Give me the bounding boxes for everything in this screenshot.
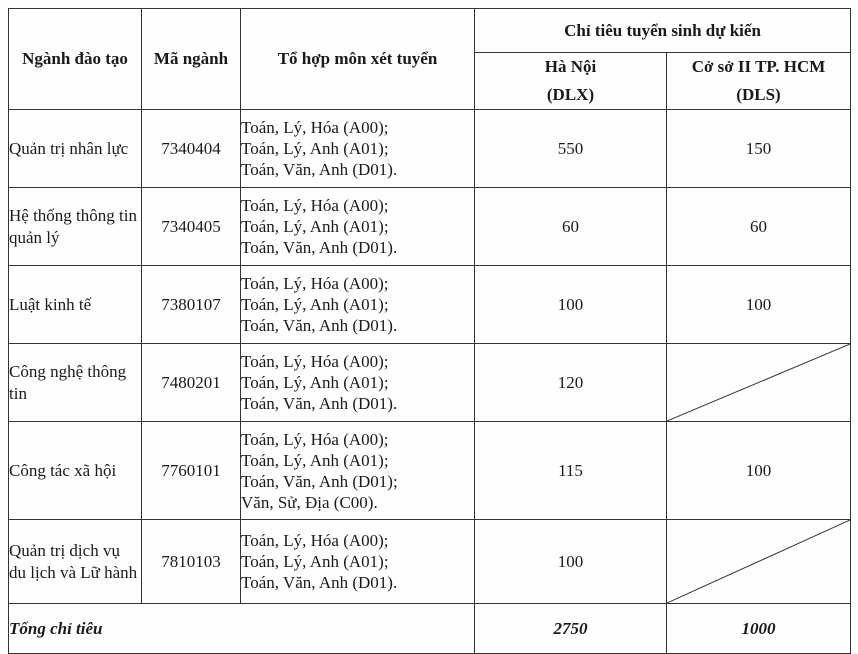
subject-combos: Toán, Lý, Hóa (A00); Toán, Lý, Anh (A01); Toán, Văn, Anh (D01). xyxy=(241,110,475,188)
header-campus-hanoi: Hà Nội (DLX) xyxy=(475,53,667,110)
major-name: Công tác xã hội xyxy=(9,422,142,520)
major-name: Công nghệ thông tin xyxy=(9,344,142,422)
major-name: Hệ thống thông tin quản lý xyxy=(9,188,142,266)
subject-combos: Toán, Lý, Hóa (A00); Toán, Lý, Anh (A01); Toán, Văn, Anh (D01). xyxy=(241,188,475,266)
table-row xyxy=(9,110,851,188)
header-quota-group: Chỉ tiêu tuyển sinh dự kiến xyxy=(475,9,851,53)
header-code: Mã ngành xyxy=(142,9,241,110)
quota-hcm: 100 xyxy=(667,422,851,520)
diagonal-strike xyxy=(667,520,850,603)
header-combos: Tổ hợp môn xét tuyển xyxy=(241,9,475,110)
quota-hanoi: 100 xyxy=(475,520,667,604)
major-code: 7810103 xyxy=(142,520,241,604)
table-row xyxy=(9,520,851,604)
header-campus-hcm: Cở sở II TP. HCM (DLS) xyxy=(667,53,851,110)
major-code: 7480201 xyxy=(142,344,241,422)
total-row xyxy=(9,604,851,654)
quota-hanoi: 120 xyxy=(475,344,667,422)
total-hanoi: 2750 xyxy=(475,604,667,654)
quota-hcm-not-applicable xyxy=(667,520,851,604)
quota-hanoi: 115 xyxy=(475,422,667,520)
major-name: Quản trị dịch vụ du lịch và Lữ hành xyxy=(9,520,142,604)
table-row xyxy=(9,344,851,422)
total-label: Tổng chỉ tiêu xyxy=(9,604,475,654)
quota-hcm: 100 xyxy=(667,266,851,344)
table-row xyxy=(9,188,851,266)
quota-hcm: 60 xyxy=(667,188,851,266)
subject-combos: Toán, Lý, Hóa (A00); Toán, Lý, Anh (A01); Toán, Văn, Anh (D01). xyxy=(241,520,475,604)
subject-combos: Toán, Lý, Hóa (A00); Toán, Lý, Anh (A01); Toán, Văn, Anh (D01). xyxy=(241,266,475,344)
quota-hanoi: 60 xyxy=(475,188,667,266)
quota-hcm-not-applicable xyxy=(667,344,851,422)
quota-hanoi: 100 xyxy=(475,266,667,344)
table-row xyxy=(9,422,851,520)
major-name: Luật kinh tế xyxy=(9,266,142,344)
quota-hanoi: 550 xyxy=(475,110,667,188)
major-code: 7380107 xyxy=(142,266,241,344)
diagonal-strike xyxy=(667,344,850,421)
major-code: 7760101 xyxy=(142,422,241,520)
header-major: Ngành đào tạo xyxy=(9,9,142,110)
total-hcm: 1000 xyxy=(667,604,851,654)
subject-combos: Toán, Lý, Hóa (A00); Toán, Lý, Anh (A01); Toán, Văn, Anh (D01); Văn, Sử, Địa (C00). xyxy=(241,422,475,520)
table-row xyxy=(9,266,851,344)
major-name: Quản trị nhân lực xyxy=(9,110,142,188)
major-code: 7340405 xyxy=(142,188,241,266)
admission-quota-table xyxy=(8,8,851,654)
subject-combos: Toán, Lý, Hóa (A00); Toán, Lý, Anh (A01); Toán, Văn, Anh (D01). xyxy=(241,344,475,422)
quota-hcm: 150 xyxy=(667,110,851,188)
major-code: 7340404 xyxy=(142,110,241,188)
